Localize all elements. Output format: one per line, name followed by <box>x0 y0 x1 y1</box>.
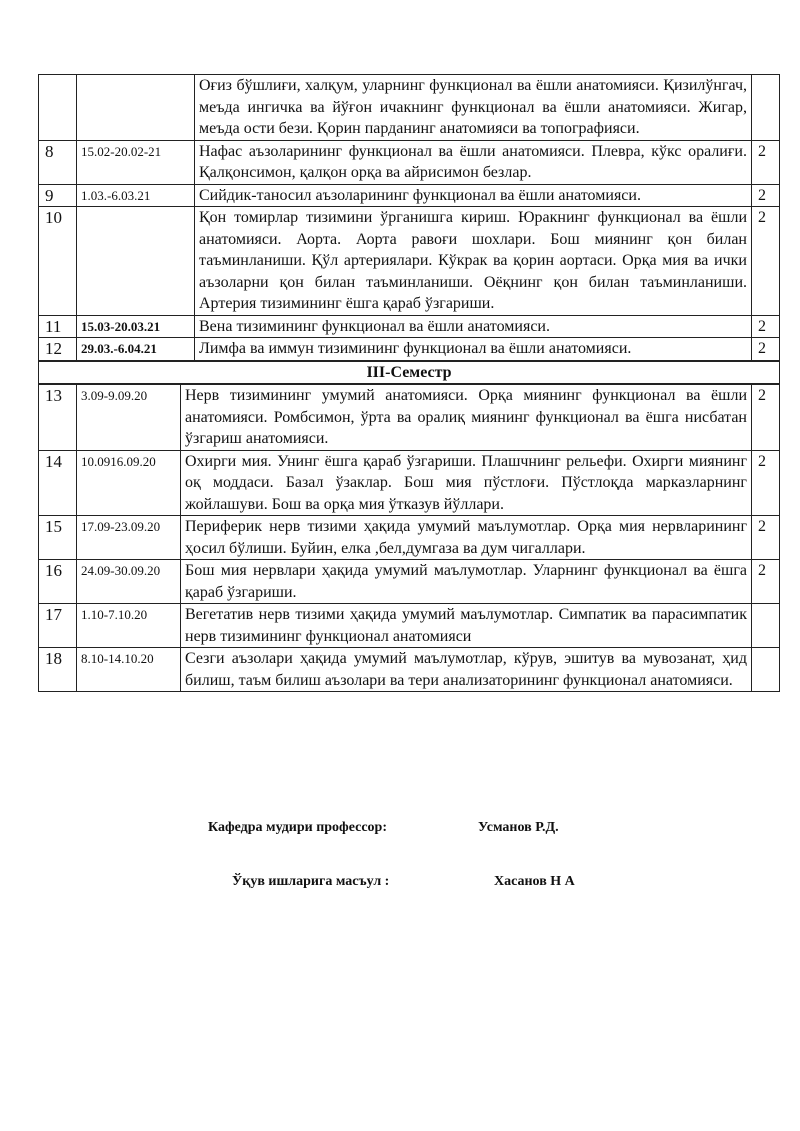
lesson-hours: 2 <box>752 315 780 338</box>
lesson-hours <box>752 648 780 692</box>
table-row <box>39 516 780 560</box>
lesson-hours <box>752 604 780 648</box>
lesson-topic: Вена тизимининг функционал ва ёшли анатомияси. <box>195 315 752 338</box>
lesson-number: 10 <box>39 207 77 316</box>
lesson-topic: Сийдик-таносил аъзоларининг функционал ва ёшли анатомияси. <box>195 184 752 207</box>
table-row <box>39 648 780 692</box>
lesson-number: 12 <box>39 338 77 361</box>
curriculum-page <box>38 74 780 692</box>
lesson-topic: Бош мия нервлари ҳақида умумий маълумотлар. Уларнинг функционал ва ёшга қараб ўзгариши. <box>181 560 752 604</box>
table-row <box>39 207 780 316</box>
lesson-date: 8.10-14.10.20 <box>77 648 181 692</box>
lesson-topic: Вегетатив нерв тизими ҳақида умумий маълумотлар. Симпатик ва парасимпатик нерв тизимининг функционал анатомияси <box>181 604 752 648</box>
table-row <box>39 604 780 648</box>
lesson-hours: 2 <box>752 207 780 316</box>
schedule-table-semester-3 <box>38 384 780 692</box>
lesson-topic: Сезги аъзолари ҳақида умумий маълумотлар, кўрув, эшитув ва мувозанат, ҳид билиш, таъм билиш аъзолари ва тери анализаторининг функционал анатомияси. <box>181 648 752 692</box>
lesson-hours: 2 <box>752 338 780 361</box>
lesson-number: 16 <box>39 560 77 604</box>
schedule-table-semester-2 <box>38 74 780 361</box>
lesson-hours: 2 <box>752 560 780 604</box>
table-row <box>39 184 780 207</box>
lesson-number: 17 <box>39 604 77 648</box>
semester-header-table <box>38 361 780 385</box>
lesson-number: 14 <box>39 450 77 516</box>
lesson-date <box>77 207 195 316</box>
lesson-hours: 2 <box>752 450 780 516</box>
lesson-date: 15.02-20.02-21 <box>77 140 195 184</box>
lesson-date: 10.0916.09.20 <box>77 450 181 516</box>
lesson-number: 8 <box>39 140 77 184</box>
lesson-topic: Охирги мия. Унинг ёшга қараб ўзгариши. Плашчнинг рельефи. Охирги миянинг оқ моддаси. Базал ўзаклар. Бош мия пўстлоғи. Пўстлоқда марказларнинг жойлашуви. Бош ва орқа мия ўтказув йўллари. <box>181 450 752 516</box>
lesson-topic: Нерв тизимининг умумий анатомияси. Орқа миянинг функционал ва ёшли анатомияси. Ромбсимон, ўрта ва оралиқ миянинг функционал ва ёшга нисбатан ўзгариш анатомияси. <box>181 385 752 451</box>
responsible-name: Хасанов Н А <box>494 874 575 889</box>
lesson-number: 15 <box>39 516 77 560</box>
lesson-topic: Оғиз бўшлиғи, халқум, уларнинг функционал ва ёшли анатомияси. Қизилўнгач, меъда ингичка ва йўғон ичакнинг функционал ва ёшли анатомияси. Жигар, меъда ости бези. Қорин парданинг анатомияси ва топографияси. <box>195 75 752 141</box>
table-row <box>39 315 780 338</box>
lesson-topic: Нафас аъзоларининг функционал ва ёшли анатомияси. Плевра, кўкс оралиғи. Қалқонсимон, қалқон орқа ва айрисимон безлар. <box>195 140 752 184</box>
lesson-date: 17.09-23.09.20 <box>77 516 181 560</box>
lesson-topic: Қон томирлар тизимини ўрганишга кириш. Юракнинг функционал ва ёшли анатомияси. Аорта. Аорта равоғи шохлари. Бош миянинг қон билан таъминланиши. Қўл артериялари. Кўкрак ва қорин аортаси. Орқа мия ва ички аъзоларни қон билан таъминланиши. Оёқнинг қон билан таъминланиши. Артерия тизимининг ёшга қараб ўзгариши. <box>195 207 752 316</box>
head-name: Усманов Р.Д. <box>478 820 559 835</box>
lesson-hours <box>752 75 780 141</box>
lesson-date: 1.10-7.10.20 <box>77 604 181 648</box>
table-row <box>39 140 780 184</box>
lesson-hours: 2 <box>752 140 780 184</box>
lesson-number: 18 <box>39 648 77 692</box>
head-label: Кафедра мудири профессор: <box>208 820 388 835</box>
lesson-hours: 2 <box>752 184 780 207</box>
lesson-date: 29.03.-6.04.21 <box>77 338 195 361</box>
table-row <box>39 385 780 451</box>
table-row <box>39 75 780 141</box>
lesson-date: 15.03-20.03.21 <box>77 315 195 338</box>
lesson-hours: 2 <box>752 385 780 451</box>
lesson-date <box>77 75 195 141</box>
lesson-topic: Периферик нерв тизими ҳақида умумий маълумотлар. Орқа мия нервларининг ҳосил бўлиши. Буйин, елка ,бел,думгаза ва дум чигаллари. <box>181 516 752 560</box>
table-row <box>39 560 780 604</box>
responsible-label: Ўқув ишларига масъул : <box>232 874 390 889</box>
lesson-date: 1.03.-6.03.21 <box>77 184 195 207</box>
semester-title: III-Семестр <box>39 361 780 384</box>
lesson-hours: 2 <box>752 516 780 560</box>
lesson-number: 9 <box>39 184 77 207</box>
lesson-topic: Лимфа ва иммун тизимининг функционал ва ёшли анатомияси. <box>195 338 752 361</box>
table-row <box>39 450 780 516</box>
lesson-date: 3.09-9.09.20 <box>77 385 181 451</box>
lesson-number: 11 <box>39 315 77 338</box>
lesson-number <box>39 75 77 141</box>
table-row <box>39 338 780 361</box>
lesson-date: 24.09-30.09.20 <box>77 560 181 604</box>
lesson-number: 13 <box>39 385 77 451</box>
